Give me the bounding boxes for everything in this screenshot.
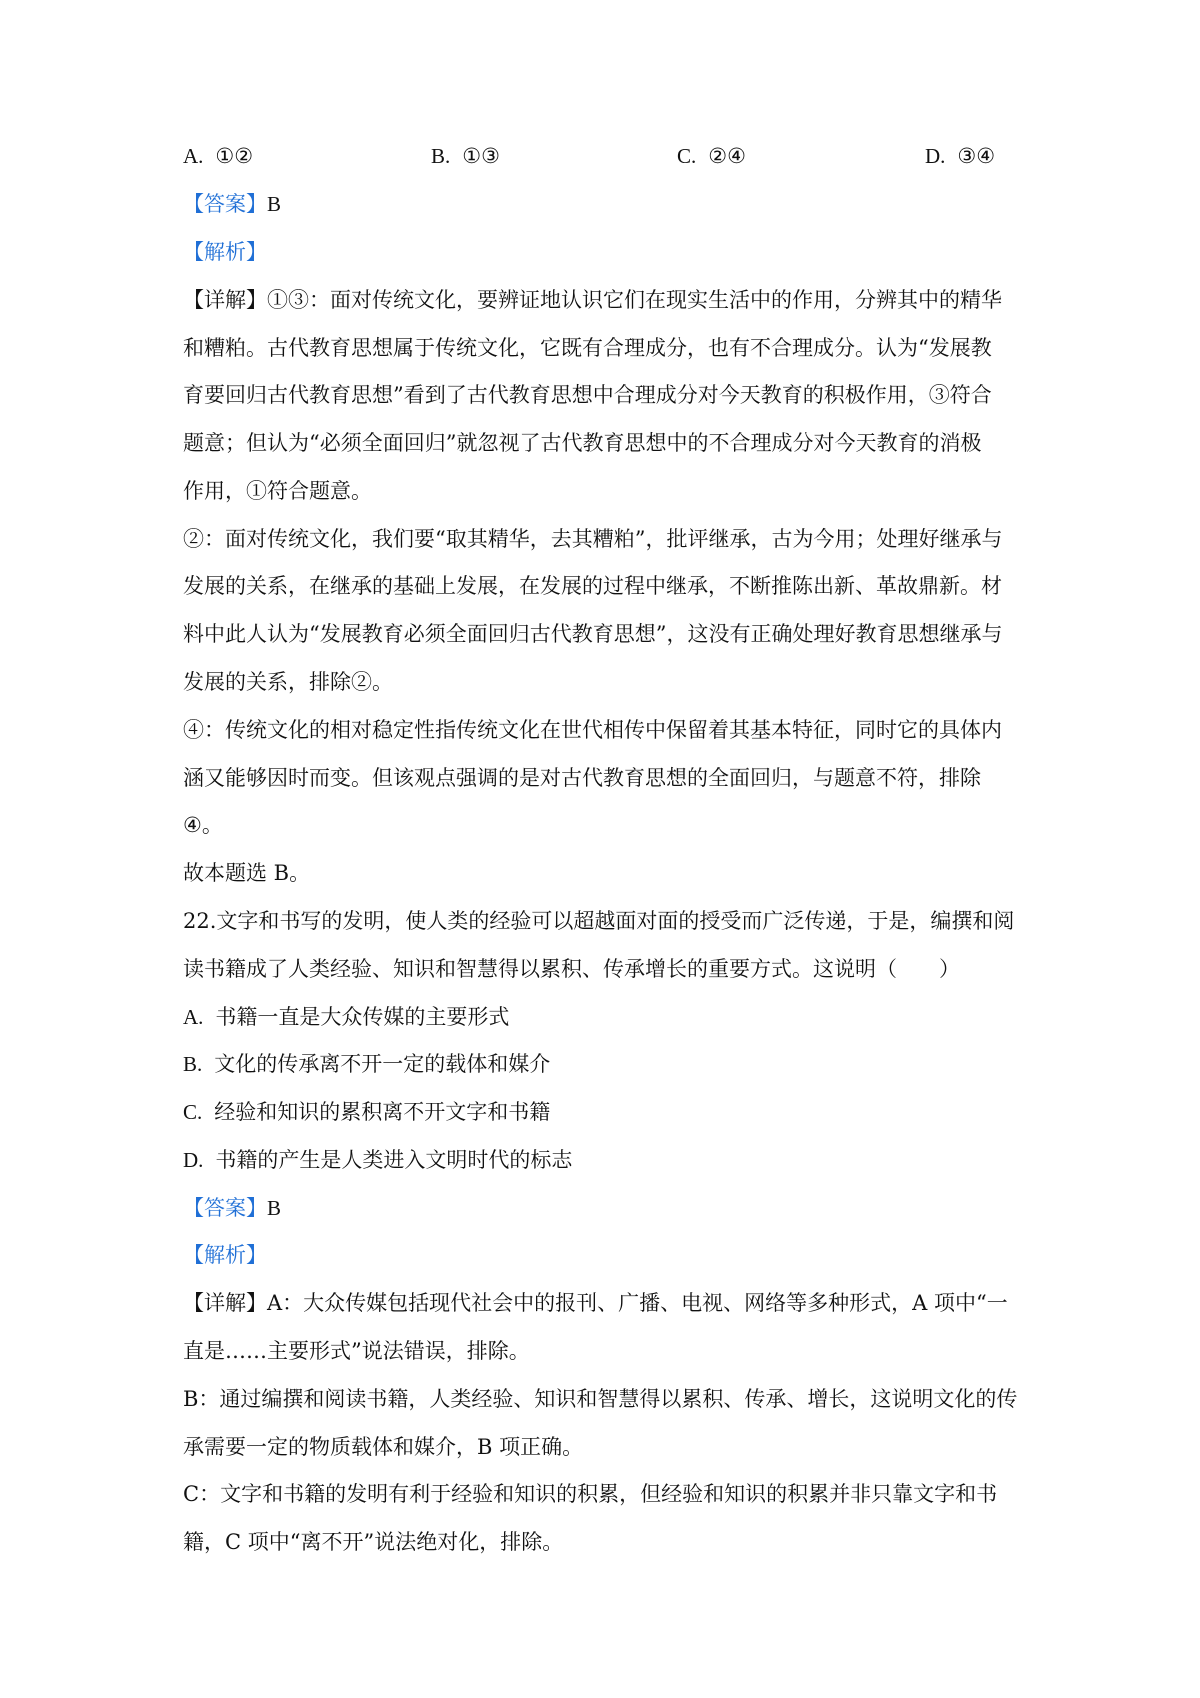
q22-detail-line-4: 承需要一定的物质载体和媒介，B 项正确。 [183, 1435, 584, 1459]
q22-answer [183, 1193, 1043, 1223]
q21-detail-line-8: 料中此人认为“发展教育必须全面回归古代教育思想”，这没有正确处理好教育思想继承与 [183, 622, 1003, 646]
q21-option-a [183, 141, 253, 171]
answer-tag: 【答案】 [183, 192, 267, 216]
option-text: 经验和知识的累积离不开文字和书籍 [214, 1100, 551, 1124]
q21-detail-line-2: 和糟粕。古代教育思想属于传统文化，它既有合理成分，也有不合理成分。认为“发展教 [183, 336, 992, 360]
q22-option-d [183, 1145, 1043, 1175]
q22-detail-line-1 [183, 1288, 1043, 1318]
q21-option-b [431, 141, 500, 171]
detail-text: ①③：面对传统文化，要辨证地认识它们在现实生活中的作用，分辨其中的精华 [267, 288, 1002, 312]
option-text: ①② [215, 144, 254, 168]
option-letter: A. [183, 144, 204, 168]
q22-detail-line-6: 籍，C 项中“离不开”说法绝对化，排除。 [183, 1530, 564, 1554]
q21-detail-line-12: ④。 [183, 813, 223, 837]
detail-tag: 【详解】 [183, 288, 267, 312]
q22-detail-line-2: 直是……主要形式”说法错误，排除。 [183, 1339, 530, 1363]
q21-option-d [925, 141, 995, 171]
option-text: ③④ [957, 144, 996, 168]
option-text: 书籍的产生是人类进入文明时代的标志 [215, 1148, 573, 1172]
option-letter: D. [183, 1148, 204, 1172]
option-letter: B. [431, 144, 451, 168]
answer-value: B [267, 192, 282, 216]
q22-detail-line-5: C：文字和书籍的发明有利于经验和知识的积累，但经验和知识的积累并非只靠文字和书 [183, 1482, 998, 1506]
detail-tag: 【详解】 [183, 1291, 267, 1315]
q21-detail-line-5: 作用，①符合题意。 [183, 479, 372, 503]
option-text: ②④ [708, 144, 746, 168]
q22-option-c [183, 1097, 1043, 1127]
q21-detail-line-1 [183, 285, 1043, 315]
q21-detail-line-10: ④：传统文化的相对稳定性指传统文化在世代相传中保留着其基本特征，同时它的具体内 [183, 718, 1002, 742]
q21-detail-line-9: 发展的关系，排除②。 [183, 670, 393, 694]
option-text: ①③ [462, 144, 500, 168]
option-letter: C. [183, 1100, 203, 1124]
q21-detail-line-11: 涵又能够因时而变。但该观点强调的是对古代教育思想的全面回归，与题意不符，排除 [183, 766, 981, 790]
answer-value: B [267, 1196, 282, 1220]
detail-text: A：大众传媒包括现代社会中的报刊、广播、电视、网络等多种形式，A 项中“一 [267, 1291, 1008, 1315]
option-text: 书籍一直是大众传媒的主要形式 [215, 1005, 510, 1029]
q21-detail-line-6: ②：面对传统文化，我们要“取其精华，去其糟粕”，批评继承，古为今用；处理好继承与 [183, 527, 1003, 551]
q21-analysis-heading [183, 237, 1043, 267]
option-letter: A. [183, 1005, 204, 1029]
q21-detail-line-4: 题意；但认为“必须全面回归”就忽视了古代教育思想中的不合理成分对今天教育的消极 [183, 431, 982, 455]
q21-detail-line-7: 发展的关系，在继承的基础上发展，在发展的过程中继承，不断推陈出新、革故鼎新。材 [183, 574, 1002, 598]
q22-analysis-heading [183, 1240, 1043, 1270]
q21-answer [183, 189, 1043, 219]
q22-stem-line-2: 读书籍成了人类经验、知识和智慧得以累积、传承增长的重要方式。这说明（ ） [183, 957, 960, 981]
q22-stem-line-1: 22.文字和书写的发明，使人类的经验可以超越面对面的授受而广泛传递，于是，编撰和阅 [183, 909, 1015, 933]
analysis-tag: 【解析】 [183, 240, 267, 264]
option-letter: D. [925, 144, 946, 168]
option-text: 文化的传承离不开一定的载体和媒介 [214, 1052, 551, 1076]
option-letter: C. [677, 144, 697, 168]
q22-option-a [183, 1002, 1043, 1032]
option-letter: B. [183, 1052, 203, 1076]
q21-option-c [677, 141, 746, 171]
q22-option-b [183, 1049, 1043, 1079]
analysis-tag: 【解析】 [183, 1243, 267, 1267]
answer-tag: 【答案】 [183, 1196, 267, 1220]
q21-detail-line-3: 育要回归古代教育思想”看到了古代教育思想中合理成分对今天教育的积极作用，③符合 [183, 383, 992, 407]
q21-conclusion: 故本题选 B。 [183, 861, 311, 885]
q22-detail-line-3: B：通过编撰和阅读书籍，人类经验、知识和智慧得以累积、传承、增长，这说明文化的传 [183, 1387, 1018, 1411]
